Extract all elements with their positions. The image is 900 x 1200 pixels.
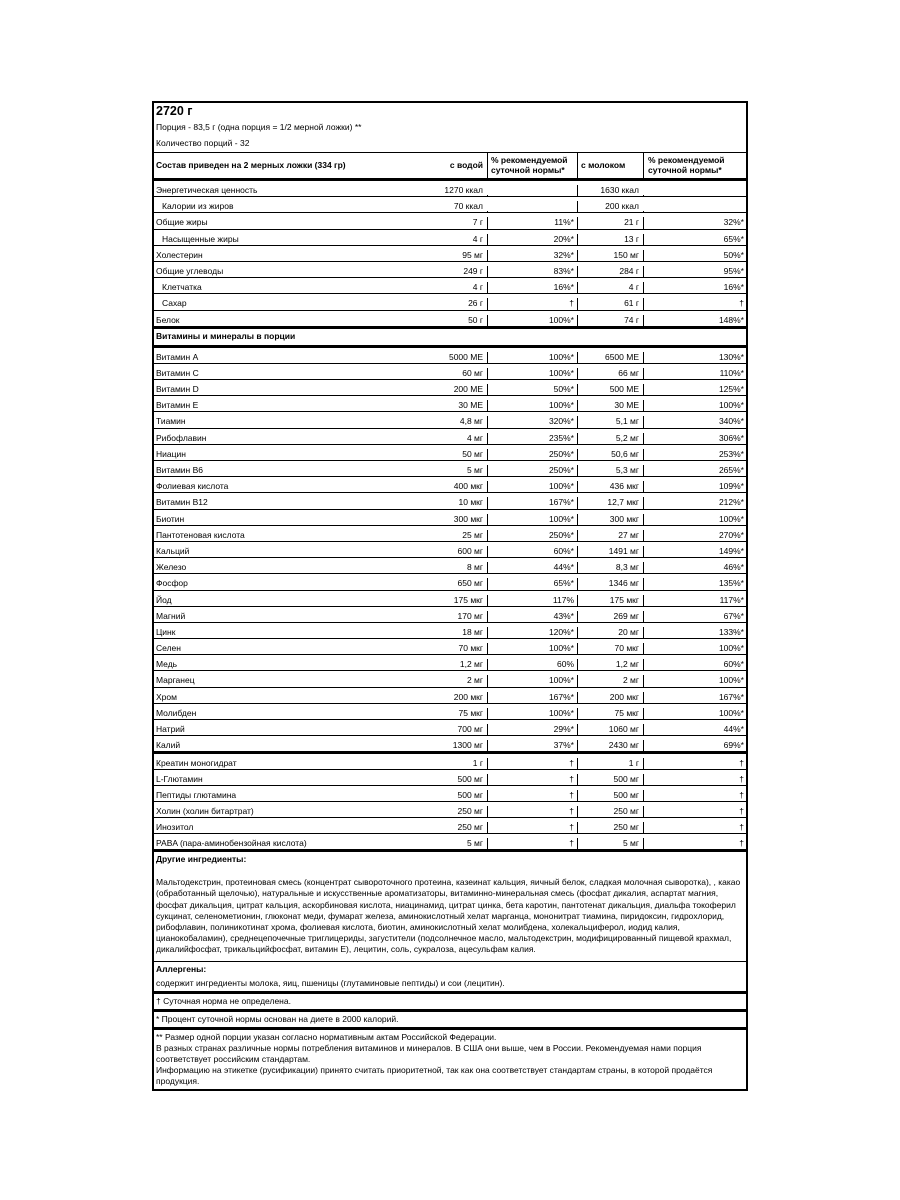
row-milk-amount: 21 г: [577, 217, 643, 228]
allergens-title: Аллергены:: [156, 963, 207, 974]
row-water-pct: 100%*: [487, 400, 577, 411]
row-milk-pct: 270%*: [643, 530, 746, 541]
table-row: [154, 461, 746, 477]
table-row: [154, 558, 746, 574]
row-water-amount: 170 мг: [457, 610, 483, 621]
row-water-amount: 4 г: [472, 282, 483, 293]
servings-count: Количество порций - 32: [154, 136, 746, 153]
table-row: [154, 542, 746, 558]
row-water-amount: 50 г: [468, 314, 483, 325]
row-water-pct: 100%*: [487, 708, 577, 719]
row-milk-pct: 125%*: [643, 384, 746, 395]
row-water-pct: 250%*: [487, 530, 577, 541]
row-milk-amount: 13 г: [577, 234, 643, 245]
row-milk-amount: 75 мкг: [577, 708, 643, 719]
row-milk-pct: 100%*: [643, 643, 746, 654]
row-milk-amount: 300 мкг: [577, 514, 643, 525]
row-milk-pct: 44%*: [643, 724, 746, 735]
row-milk-pct: †: [643, 790, 746, 801]
table-row: [154, 834, 746, 852]
row-milk-pct: 265%*: [643, 465, 746, 476]
table-row: [154, 736, 746, 754]
row-milk-pct: 253%*: [643, 449, 746, 460]
row-water-amount: 500 мг: [457, 790, 483, 801]
row-milk-amount: 175 мкг: [577, 595, 643, 606]
row-water-amount: 5000 МЕ: [448, 351, 483, 362]
row-milk-amount: 500 МЕ: [577, 384, 643, 395]
footnote-asterisk-text: * Процент суточной нормы основан на диете в 2000 калорий.: [156, 1013, 399, 1024]
row-water-amount: 5 мг: [466, 838, 483, 849]
row-water-pct: 20%*: [487, 234, 577, 245]
row-milk-amount: 74 г: [577, 315, 643, 326]
row-name: Витамин В12: [156, 497, 208, 508]
row-name: Железо: [156, 562, 187, 573]
row-water-amount: 4,8 мг: [459, 416, 483, 427]
row-milk-amount: 61 г: [577, 298, 643, 309]
row-water-pct: 320%*: [487, 416, 577, 427]
row-milk-amount: 500 мг: [577, 774, 643, 785]
row-water-amount: 175 мкг: [453, 594, 483, 605]
table-row: [154, 671, 746, 687]
row-milk-pct: 110%*: [643, 368, 746, 379]
row-name: Пептиды глютамина: [156, 790, 237, 801]
row-name: Белок: [156, 314, 180, 325]
row-water-pct: 37%*: [487, 740, 577, 751]
other-ingredients-text: Мальтодекстрин, протеиновая смесь (концентрат сывороточного протеина, казеинат кальция, яичный белок, сладкая молочная сыворотка), , какао (обработанный щелочью), натуральные и искусственные ароматизаторы, витаминно-минеральная смесь (фосфат дикалия, аспартат магния, фосфат дикальция, цитрат кальция, аскорбиновая кислота, ниацинамид, цитрат цинка, бета каротин, пантотенат дикальция, диальфа токоферил сукцинат, селенометионин, глюконат меди, фумарат железа, аминокислотный хелат марганца, мононитрат тиамина, пиридоксин, гидрохлорид, рибофлавин, полиникотинат хрома, фолиевая кислота, биотин, аминокислотный хелат молибдена, холекальциферол, иодид калия, цианокобаламин), среднецепочечные триглицериды, загустители (подсолнечное масло, мальтодекстрин, модифицированный пищевой крахмал, дикалийфосфат, трикальцийфосфат, витамин Е), лецитин, соль, сукралоза, ацесульфам калия.: [156, 877, 741, 954]
row-water-pct: 60%*: [487, 546, 577, 557]
table-row: [154, 477, 746, 493]
row-water-amount: 70 мкг: [458, 643, 483, 654]
footnote-country-norms: В разных странах различные нормы потребления витаминов и минералов. В США они выше, чем в России. Рекомендуемая нами порция соответствует российским стандартам.: [156, 1042, 702, 1065]
footnote-dagger: [154, 994, 746, 1012]
row-name: Рибофлавин: [156, 432, 207, 443]
row-water-pct: †: [487, 822, 577, 833]
row-milk-pct: [643, 211, 746, 212]
row-milk-amount: 1060 мг: [577, 724, 643, 735]
row-milk-pct: 100%*: [643, 675, 746, 686]
row-name: PABA (пара-аминобензойная кислота): [156, 838, 307, 849]
table-row: [154, 510, 746, 526]
row-water-amount: 1,2 мг: [459, 659, 483, 670]
row-water-amount: 7 г: [472, 217, 483, 228]
table-row: [154, 294, 746, 310]
row-water-amount: 26 г: [468, 298, 483, 309]
table-row: [154, 591, 746, 607]
footnote-asterisk: [154, 1012, 746, 1030]
row-name: Сахар: [162, 298, 187, 309]
row-water-pct: 83%*: [487, 266, 577, 277]
row-milk-amount: 50,6 мг: [577, 449, 643, 460]
row-milk-pct: 67%*: [643, 611, 746, 622]
table-row: [154, 526, 746, 542]
row-milk-pct: 148%*: [643, 315, 746, 326]
row-milk-amount: 2 мг: [577, 675, 643, 686]
row-name: Витамин В6: [156, 465, 203, 475]
row-milk-pct: 95%*: [643, 266, 746, 277]
row-water-amount: 25 мг: [462, 529, 483, 540]
table-row: [154, 364, 746, 380]
row-name: Калории из жиров: [162, 201, 234, 212]
row-water-pct: 100%*: [487, 315, 577, 326]
table-header: [154, 153, 746, 181]
column-header-water-pct: % рекомендуемой суточной нормы*: [487, 153, 577, 178]
row-water-amount: 4 г: [472, 233, 483, 244]
row-name: Йод: [156, 594, 172, 605]
row-milk-amount: 150 мг: [577, 250, 643, 261]
serving-size: Порция - 83,5 г (одна порция = 1/2 мерной ложки) **: [156, 122, 362, 132]
row-water-pct: 11%*: [487, 217, 577, 228]
row-milk-amount: 1491 мг: [577, 546, 643, 557]
row-water-pct: 167%*: [487, 497, 577, 508]
row-milk-amount: 70 мкг: [577, 643, 643, 654]
row-milk-pct: 133%*: [643, 627, 746, 638]
row-milk-pct: 60%*: [643, 659, 746, 670]
row-name: Селен: [156, 643, 181, 654]
row-water-amount: 650 мг: [457, 578, 483, 589]
row-milk-amount: 269 мг: [577, 611, 643, 622]
row-water-pct: [487, 195, 577, 196]
row-water-pct: 43%*: [487, 611, 577, 622]
row-water-pct: †: [487, 790, 577, 801]
row-milk-amount: 6500 МЕ: [577, 352, 643, 363]
row-name: Пантотеновая кислота: [156, 529, 245, 540]
other-ingredients-title: Другие ингредиенты:: [156, 854, 247, 865]
table-row: [154, 396, 746, 412]
table-row: [154, 230, 746, 246]
row-name: Витамин Е: [156, 400, 199, 411]
table-row: [154, 445, 746, 461]
row-milk-pct: †: [643, 806, 746, 817]
allergens: [154, 962, 746, 994]
row-milk-amount: 5 мг: [577, 838, 643, 849]
row-water-pct: 100%*: [487, 643, 577, 654]
row-water-pct: 250%*: [487, 449, 577, 460]
row-milk-pct: 117%*: [643, 595, 746, 606]
row-milk-pct: 65%*: [643, 234, 746, 245]
footnote-double-asterisk: [154, 1030, 746, 1089]
extra-rows: [154, 754, 746, 852]
row-milk-amount: 1346 мг: [577, 578, 643, 589]
row-water-pct: †: [487, 298, 577, 309]
row-water-pct: 32%*: [487, 250, 577, 261]
row-milk-amount: 8,3 мг: [577, 562, 643, 573]
footnote-serving-law: ** Размер одной порции указан согласно нормативным актам Российской Федерации.: [156, 1031, 497, 1042]
row-water-amount: 70 ккал: [453, 201, 483, 212]
other-ingredients: [154, 852, 746, 961]
row-water-amount: 300 мкг: [453, 513, 483, 524]
row-water-pct: 100%*: [487, 352, 577, 363]
row-milk-amount: 284 г: [577, 266, 643, 277]
row-water-pct: 167%*: [487, 692, 577, 703]
row-milk-amount: 2430 мг: [577, 740, 643, 751]
row-milk-pct: 135%*: [643, 578, 746, 589]
row-milk-amount: 27 мг: [577, 530, 643, 541]
row-name: Биотин: [156, 513, 185, 524]
table-row: [154, 818, 746, 834]
table-row: [154, 197, 746, 213]
row-name: Энергетическая ценность: [156, 185, 258, 195]
table-row: [154, 311, 746, 329]
row-milk-pct: †: [643, 298, 746, 309]
column-header-water: с водой: [449, 160, 483, 171]
row-water-pct: 250%*: [487, 465, 577, 476]
table-row: [154, 493, 746, 509]
row-water-amount: 400 мкг: [453, 481, 483, 492]
row-name: Натрий: [156, 724, 185, 734]
nutrition-label: [152, 101, 748, 1091]
row-water-pct: 100%*: [487, 675, 577, 686]
table-row: [154, 786, 746, 802]
row-water-pct: †: [487, 774, 577, 785]
row-name: Инозитол: [156, 822, 194, 833]
row-water-pct: 50%*: [487, 384, 577, 395]
row-milk-amount: 250 мг: [577, 822, 643, 833]
table-row: [154, 607, 746, 623]
row-name: Молибден: [156, 707, 197, 718]
row-milk-pct: 109%*: [643, 481, 746, 492]
row-milk-pct: 50%*: [643, 250, 746, 261]
table-row: [154, 412, 746, 428]
row-water-pct: 60%: [487, 659, 577, 670]
row-milk-pct: †: [643, 758, 746, 769]
table-row: [154, 639, 746, 655]
row-name: Клетчатка: [162, 282, 202, 293]
row-name: L-Глютамин: [156, 774, 203, 785]
row-milk-amount: 66 мг: [577, 368, 643, 379]
row-water-amount: 60 мг: [462, 367, 483, 378]
row-milk-pct: †: [643, 774, 746, 785]
row-name: Витамин D: [156, 384, 199, 395]
row-milk-amount: 436 мкг: [577, 481, 643, 492]
row-water-amount: 75 мкг: [458, 707, 483, 718]
row-water-pct: †: [487, 838, 577, 849]
column-header-milk-pct: % рекомендуемой суточной нормы*: [643, 153, 746, 178]
table-row: [154, 213, 746, 229]
row-milk-pct: 167%*: [643, 692, 746, 703]
row-name: Тиамин: [156, 416, 186, 427]
table-row: [154, 348, 746, 364]
row-milk-pct: 32%*: [643, 217, 746, 228]
row-water-amount: 5 мг: [466, 465, 483, 475]
row-milk-amount: 5,1 мг: [577, 416, 643, 427]
row-name: Медь: [156, 659, 178, 670]
row-milk-pct: 149%*: [643, 546, 746, 557]
row-milk-amount: 5,2 мг: [577, 433, 643, 444]
table-row: [154, 688, 746, 704]
row-milk-amount: 30 МЕ: [577, 400, 643, 411]
row-name: Магний: [156, 610, 186, 621]
row-water-pct: 117%: [487, 595, 577, 606]
row-milk-pct: 100%*: [643, 708, 746, 719]
row-milk-pct: 16%*: [643, 282, 746, 293]
row-water-amount: 30 МЕ: [458, 400, 483, 411]
row-water-amount: 200 мкг: [453, 691, 483, 702]
row-water-pct: 29%*: [487, 724, 577, 735]
row-water-amount: 500 мг: [457, 774, 483, 785]
row-water-pct: [487, 211, 577, 212]
row-water-pct: 100%*: [487, 481, 577, 492]
row-name: Цинк: [156, 626, 176, 637]
table-row: [154, 380, 746, 396]
row-milk-amount: 200 ккал: [577, 201, 643, 212]
row-water-pct: 100%*: [487, 514, 577, 525]
row-name: Общие углеводы: [156, 265, 224, 276]
row-water-amount: 18 мг: [462, 626, 483, 637]
row-milk-pct: 130%*: [643, 352, 746, 363]
row-milk-amount: 200 мкг: [577, 692, 643, 703]
row-name: Фосфор: [156, 578, 188, 589]
row-water-pct: 120%*: [487, 627, 577, 638]
row-milk-pct: [643, 195, 746, 196]
column-header-composition: Состав приведен на 2 мерных ложки (334 гр): [156, 160, 346, 171]
row-name: Фолиевая кислота: [156, 481, 229, 492]
row-water-pct: 44%*: [487, 562, 577, 573]
table-row: [154, 770, 746, 786]
row-water-amount: 600 мг: [457, 545, 483, 556]
row-name: Марганец: [156, 675, 195, 686]
row-water-amount: 200 МЕ: [453, 384, 483, 395]
row-water-amount: 1 г: [472, 758, 483, 769]
row-water-amount: 95 мг: [462, 249, 483, 260]
row-milk-pct: 100%*: [643, 400, 746, 411]
row-milk-pct: 340%*: [643, 416, 746, 427]
footnote-dagger-text: † Суточная норма не определена.: [156, 995, 291, 1006]
row-water-pct: 16%*: [487, 282, 577, 293]
row-name: Витамин А: [156, 351, 199, 362]
row-water-amount: 10 мкг: [458, 497, 483, 508]
row-name: Витамин С: [156, 367, 199, 378]
row-milk-pct: 46%*: [643, 562, 746, 573]
vitamin-rows: [154, 348, 746, 755]
row-milk-amount: 1 г: [577, 758, 643, 769]
row-milk-amount: 5,3 мг: [577, 465, 643, 476]
vitamins-section-title: Витамины и минералы в порции: [154, 329, 746, 348]
row-water-amount: 249 г: [463, 265, 483, 276]
row-name: Кальций: [156, 545, 190, 556]
row-water-pct: 235%*: [487, 433, 577, 444]
table-row: [154, 574, 746, 590]
row-name: Общие жиры: [156, 217, 208, 228]
row-water-pct: 100%*: [487, 368, 577, 379]
row-water-amount: 1300 мг: [452, 740, 483, 751]
table-row: [154, 262, 746, 278]
row-water-amount: 2 мг: [466, 675, 483, 686]
column-header-milk: с молоком: [577, 153, 643, 178]
table-row: [154, 655, 746, 671]
row-milk-pct: 100%*: [643, 514, 746, 525]
row-milk-amount: 20 мг: [577, 627, 643, 638]
table-row: [154, 181, 746, 197]
row-milk-amount: 1630 ккал: [577, 185, 643, 196]
row-name: Хром: [156, 691, 177, 702]
row-water-amount: 8 мг: [466, 562, 483, 573]
table-row: [154, 278, 746, 294]
row-milk-amount: 1,2 мг: [577, 659, 643, 670]
row-milk-amount: 12,7 мкг: [577, 497, 643, 508]
row-milk-pct: 306%*: [643, 433, 746, 444]
row-milk-pct: 212%*: [643, 497, 746, 508]
product-weight: 2720 г: [156, 104, 193, 118]
table-row: [154, 754, 746, 770]
table-row: [154, 246, 746, 262]
table-row: [154, 802, 746, 818]
row-name: Ниацин: [156, 448, 186, 459]
row-water-amount: 250 мг: [457, 806, 483, 817]
row-water-pct: †: [487, 758, 577, 769]
row-water-amount: 50 мг: [462, 448, 483, 459]
table-row: [154, 623, 746, 639]
row-water-amount: 700 мг: [457, 724, 483, 734]
footnote-priority: Информацию на этикетке (русификации) принято считать приоритетной, так как она соответствует стандартам страны, в которой продаётся продукция.: [156, 1065, 713, 1087]
row-milk-pct: †: [643, 838, 746, 849]
table-row: [154, 720, 746, 736]
row-milk-pct: †: [643, 822, 746, 833]
row-water-amount: 250 мг: [457, 822, 483, 833]
row-name: Калий: [156, 740, 181, 751]
row-name: Холин (холин битартрат): [156, 806, 254, 817]
row-water-amount: 1270 ккал: [444, 185, 483, 195]
table-row: [154, 704, 746, 720]
row-milk-amount: 250 мг: [577, 806, 643, 817]
row-name: Холестерин: [156, 249, 203, 260]
nutrition-rows: [154, 181, 746, 329]
row-name: Насыщенные жиры: [162, 233, 239, 244]
row-water-pct: 65%*: [487, 578, 577, 589]
row-milk-amount: 500 мг: [577, 790, 643, 801]
allergens-text: содержит ингредиенты молока, яиц, пшеницы (глутаминовые пептиды) и сои (лецитин).: [156, 977, 505, 988]
row-milk-amount: 4 г: [577, 282, 643, 293]
row-water-pct: †: [487, 806, 577, 817]
row-milk-pct: 69%*: [643, 740, 746, 751]
row-water-amount: 4 мг: [466, 432, 483, 443]
table-row: [154, 429, 746, 445]
row-name: Креатин моногидрат: [156, 758, 237, 769]
